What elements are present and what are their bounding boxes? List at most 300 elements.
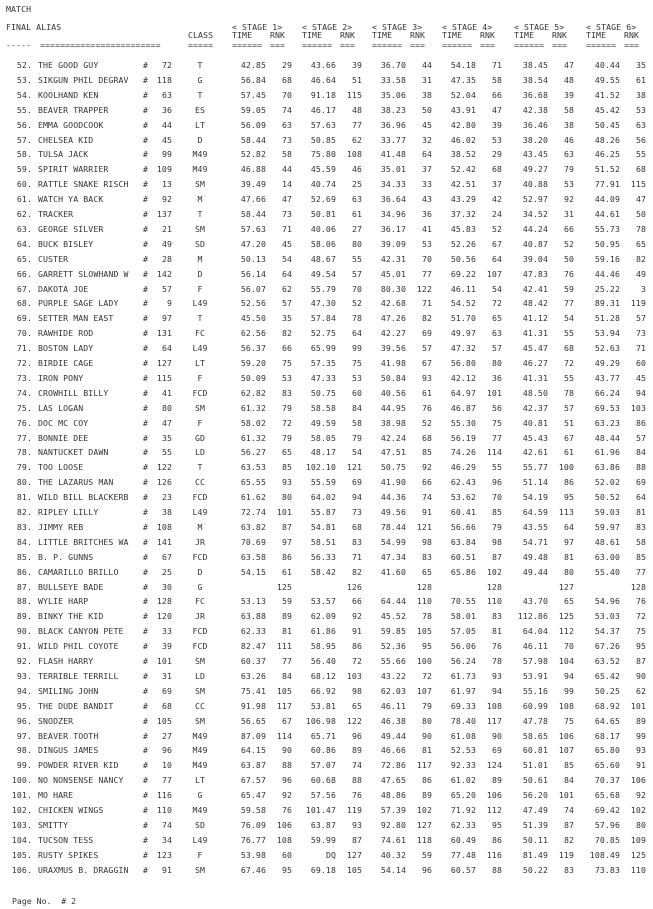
row-place: 90. [16,626,32,636]
stage-2-rank: 86 [351,641,362,651]
shooter-class: L49 [192,298,208,308]
stage-4-rank: 39 [491,120,502,130]
stage-6-rank: 89 [635,716,646,726]
stage-6-rank: 93 [635,745,646,755]
stage-6-rank: 71 [635,343,646,353]
hash-mark: # [143,105,149,115]
stage-2-time: 101.47 [305,805,336,815]
table-row [0,433,653,445]
match-label: MATCH [6,4,32,14]
stage-3-rank: 95 [421,641,432,651]
row-place: 106. [11,865,32,875]
stage-5-time: 43.45 [522,149,548,159]
stage-5-time: 60.99 [522,701,548,711]
shooter-alias: THE DUDE BANDIT [38,701,114,711]
shooter-class: LD [194,447,206,457]
stage-1-time: 58.44 [240,209,266,219]
stage-2-rank: 65 [351,701,362,711]
hash-mark: # [143,492,149,502]
stage-1-time: 47.66 [240,194,266,204]
table-row [0,164,653,176]
row-place: 67. [16,284,32,294]
stage-5-time: 53.91 [522,671,548,681]
separator-time: ====== [514,40,545,50]
stage-5-time: 47.49 [522,805,548,815]
stage-3-rank: 82 [421,313,432,323]
table-row [0,447,653,459]
shooter-number: 127 [156,358,172,368]
shooter-class: T [197,462,203,472]
stage-4-rank: 52 [491,224,502,234]
table-row [0,745,653,757]
shooter-number: 38 [161,507,172,517]
shooter-number: 122 [156,462,172,472]
stage-1-rank: 90 [281,745,292,755]
hash-mark: # [143,835,149,845]
stage-2-time: 58.06 [310,239,336,249]
stage-1-time: 63.58 [240,552,266,562]
stage-2-time: 53.81 [310,701,336,711]
stage-5-time: 45.47 [522,343,548,353]
stage-2-rank: 74 [351,760,362,770]
stage-3-time: 35.01 [380,164,406,174]
hash-mark: # [143,403,149,413]
stage-3-time: 78.44 [380,522,406,532]
stage-2-rank: 96 [351,731,362,741]
stage-6-rank: 49 [635,269,646,279]
table-row [0,373,653,385]
stage-4-rank: 53 [491,135,502,145]
stage-5-time: 55.16 [522,686,548,696]
shooter-number: 137 [156,209,172,219]
stage-3-rank: 105 [416,626,432,636]
shooter-alias: SPIRIT WARRIER [38,164,109,174]
stage-1-rank: 45 [281,239,292,249]
shooter-class: M [197,194,203,204]
stage-5-time: 50.22 [522,865,548,875]
rnk-header: RNK [410,30,426,40]
stage-6-time: 108.49 [589,850,620,860]
stage-4-time: 62.33 [450,820,476,830]
stage-2-time: 50.75 [310,388,336,398]
stage-2-rank: 25 [351,179,362,189]
stage-5-time: 54.71 [522,537,548,547]
stage-6-header: < STAGE 6> [586,22,637,32]
table-row [0,90,653,102]
shooter-alias: WYLIE HARP [38,596,89,606]
stage-5-time: 45.43 [522,433,548,443]
stage-6-rank: 68 [635,164,646,174]
shooter-class: CC [194,701,206,711]
stage-4-rank: 63 [491,328,502,338]
final-alias-header: FINAL ALIAS [6,22,62,32]
shooter-number: 123 [156,850,172,860]
stage-4-time: 61.73 [450,671,476,681]
stage-2-time: 58.95 [310,641,336,651]
stage-4-rank: 42 [491,194,502,204]
shooter-class: M [197,254,203,264]
hash-mark: # [143,611,149,621]
shooter-alias: BINKY THE KID [38,611,104,621]
stage-6-rank: 69 [635,477,646,487]
stage-5-time: 58.65 [522,731,548,741]
stage-2-time: 55.87 [310,507,336,517]
row-place: 75. [16,403,32,413]
stage-6-time: 40.44 [594,60,620,70]
stage-2-time: 48.17 [310,447,336,457]
shooter-class: FCD [192,641,208,651]
stage-3-time: 54.14 [380,865,406,875]
stage-2-time: 69.18 [310,865,336,875]
table-row [0,775,653,787]
row-place: 78. [16,447,32,457]
stage-2-time: 49.59 [310,418,336,428]
shooter-class: M49 [192,760,208,770]
stage-6-time: 51.28 [594,313,620,323]
shooter-alias: URAXMUS B. DRAGGIN [38,865,129,875]
table-row [0,135,653,147]
hash-mark: # [143,552,149,562]
table-row [0,716,653,728]
stage-3-rank: 70 [421,254,432,264]
shooter-alias: WATCH YA BACK [38,194,104,204]
stage-4-time: 52.04 [450,90,476,100]
shooter-number: 72 [161,60,172,70]
row-place: 99. [16,760,32,770]
stage-5-time: 40.87 [522,239,548,249]
shooter-class: LT [194,358,206,368]
stage-6-time: 70.85 [594,835,620,845]
shooter-class: JR [194,611,206,621]
stage-6-rank: 60 [635,358,646,368]
stage-1-time: 45.50 [240,313,266,323]
stage-6-rank: 78 [635,224,646,234]
hash-mark: # [143,164,149,174]
stage-5-time: 41.12 [522,313,548,323]
stage-6-rank: 64 [635,492,646,502]
stage-3-time: 41.60 [380,567,406,577]
stage-1-rank: 73 [281,135,292,145]
stage-3-rank: 96 [421,865,432,875]
table-row [0,835,653,847]
shooter-alias: BEAVER TOOTH [38,731,99,741]
stage-5-rank: 74 [563,805,574,815]
stage-4-rank: 36 [491,373,502,383]
stage-5-time: 60.81 [522,745,548,755]
stage-1-time: 52.82 [240,149,266,159]
row-place: 102. [11,805,32,815]
shooter-alias: DAKOTA JOE [38,284,89,294]
stage-3-rank: 64 [421,149,432,159]
shooter-number: 108 [156,522,172,532]
table-row [0,552,653,564]
stage-4-rank: 107 [486,269,502,279]
row-place: 65. [16,254,32,264]
shooter-number: 110 [156,805,172,815]
stage-4-time: 69.22 [450,269,476,279]
separator-rnk: === [480,40,496,50]
shooter-alias: MO HARE [38,790,74,800]
table-row [0,522,653,534]
stage-4-rank: 96 [491,477,502,487]
stage-5-time: 39.04 [522,254,548,264]
stage-3-header: < STAGE 3> [372,22,423,32]
stage-5-rank: 63 [563,149,574,159]
stage-5-rank: 65 [563,596,574,606]
stage-6-rank: 72 [635,611,646,621]
time-header: TIME [442,30,463,40]
table-row [0,850,653,862]
shooter-class: FC [194,328,206,338]
stage-5-time: 112.86 [517,611,548,621]
shooter-alias: CUSTER [38,254,69,264]
stage-3-time: 62.03 [380,686,406,696]
stage-3-time: 47.34 [380,552,406,562]
rnk-header: RNK [552,30,568,40]
stage-5-time: 34.52 [522,209,548,219]
shooter-class: LT [194,120,206,130]
stage-2-rank: 77 [351,120,362,130]
stage-5-rank: 68 [563,343,574,353]
stage-6-rank: 75 [635,626,646,636]
stage-1-time: 64.15 [240,745,266,755]
stage-5-rank: 112 [558,626,574,636]
stage-5-rank: 79 [563,164,574,174]
stage-6-time: 48.26 [594,135,620,145]
stage-2-time: DQ [325,850,336,860]
stage-3-rank: 57 [421,343,432,353]
stage-2-rank: 57 [351,269,362,279]
stage-5-time: 47.78 [522,716,548,726]
stage-1-rank: 54 [281,254,292,264]
stage-2-time: 43.66 [310,60,336,70]
stage-1-rank: 75 [281,358,292,368]
hash-mark: # [143,626,149,636]
stage-1-time: 61.32 [240,403,266,413]
shooter-class: T [197,209,203,219]
stage-3-rank: 85 [421,447,432,457]
stage-6-rank: 125 [630,850,646,860]
page-number: Page No. # 2 [12,896,77,906]
stage-6-rank: 56 [635,135,646,145]
stage-1-rank: 111 [276,641,292,651]
stage-1-rank: 114 [276,731,292,741]
shooter-number: 34 [161,835,172,845]
stage-4-time: 46.29 [450,462,476,472]
stage-3-time: 45.52 [380,611,406,621]
stage-2-rank: 92 [351,611,362,621]
stage-4-time: 56.06 [450,641,476,651]
stage-3-time: 74.61 [380,835,406,845]
stage-2-time: 55.59 [310,477,336,487]
stage-1-time: 70.69 [240,537,266,547]
shooter-alias: POWDER RIVER KID [38,760,119,770]
stage-5-time: 47.83 [522,269,548,279]
stage-4-rank: 66 [491,90,502,100]
stage-2-time: 58.51 [310,537,336,547]
stage-2-time: 61.86 [310,626,336,636]
shooter-class: T [197,313,203,323]
stage-4-time: 37.32 [450,209,476,219]
stage-6-rank: 53 [635,105,646,115]
stage-3-time: 42.68 [380,298,406,308]
stage-1-rank: 67 [281,716,292,726]
stage-4-time: 77.48 [450,850,476,860]
stage-3-time: 64.44 [380,596,406,606]
shooter-number: 63 [161,90,172,100]
stage-6-time: 63.52 [594,656,620,666]
stage-6-time: 50.52 [594,492,620,502]
shooter-number: 9 [166,298,172,308]
shooter-class: D [197,135,203,145]
stage-6-time: 51.52 [594,164,620,174]
hash-mark: # [143,760,149,770]
stage-3-time: 38.23 [380,105,406,115]
stage-4-rank: 58 [491,75,502,85]
stage-4-rank: 64 [491,254,502,264]
stage-1-time: 61.62 [240,492,266,502]
stage-5-rank: 72 [563,358,574,368]
stage-4-time: 74.26 [450,447,476,457]
shooter-alias: WILD BILL BLACKERB [38,492,129,502]
stage-3-time: 33.58 [380,75,406,85]
shooter-class: SM [194,179,206,189]
table-row [0,567,653,579]
stage-2-rank: 87 [351,835,362,845]
time-header: TIME [372,30,393,40]
row-place: 94. [16,686,32,696]
stage-4-rank: 29 [491,149,502,159]
stage-2-time: 50.85 [310,135,336,145]
stage-2-rank: 69 [351,477,362,487]
stage-1-rank: 93 [281,477,292,487]
table-row [0,298,653,310]
table-row [0,179,653,191]
row-place: 55. [16,105,32,115]
stage-1-time: 53.13 [240,596,266,606]
shooter-number: 27 [161,731,172,741]
stage-6-time: 54.96 [594,596,620,606]
stage-1-time: 56.07 [240,284,266,294]
shooter-class: LD [194,671,206,681]
stage-6-time: 53.94 [594,328,620,338]
stage-1-rank: 53 [281,373,292,383]
stage-4-time: 56.24 [450,656,476,666]
stage-4-rank: 71 [491,60,502,70]
shooter-number: 116 [156,790,172,800]
stage-5-time: 42.61 [522,447,548,457]
stage-2-header: < STAGE 2> [302,22,353,32]
shooter-number: 109 [156,164,172,174]
stage-6-time: 65.80 [594,745,620,755]
shooter-class: L49 [192,343,208,353]
stage-5-time: 42.41 [522,284,548,294]
shooter-class: M49 [192,805,208,815]
stage-3-time: 33.77 [380,135,406,145]
stage-4-time: 52.26 [450,239,476,249]
hash-mark: # [143,596,149,606]
stage-5-rank: 75 [563,716,574,726]
stage-6-rank: 91 [635,760,646,770]
stage-3-rank: 89 [421,790,432,800]
hash-mark: # [143,477,149,487]
stage-3-time: 49.56 [380,507,406,517]
stage-4-time: 69.33 [450,701,476,711]
stage-6-rank: 45 [635,373,646,383]
stage-2-rank: 127 [346,850,362,860]
shooter-alias: CHICKEN WINGS [38,805,104,815]
hash-mark: # [143,254,149,264]
stage-5-rank: 82 [563,835,574,845]
stage-6-rank: 109 [630,835,646,845]
stage-6-time: 65.60 [594,760,620,770]
stage-1-rank: 83 [281,388,292,398]
stage-5-time: 51.39 [522,820,548,830]
stage-1-rank: 59 [281,596,292,606]
stage-1-time: 50.13 [240,254,266,264]
stage-2-time: 46.17 [310,105,336,115]
hash-mark: # [143,75,149,85]
row-place: 73. [16,373,32,383]
stage-6-time: 59.03 [594,507,620,517]
stage-1-rank: 66 [281,343,292,353]
stage-2-rank: 115 [346,90,362,100]
stage-5-rank: 47 [563,60,574,70]
stage-4-time: 63.84 [450,537,476,547]
table-row [0,820,653,832]
stage-3-rank: 86 [421,775,432,785]
shooter-class: SD [194,820,206,830]
hash-mark: # [143,149,149,159]
stage-2-rank: 80 [351,239,362,249]
stage-1-rank: 80 [281,492,292,502]
shooter-class: M49 [192,745,208,755]
stage-3-rank: 100 [416,656,432,666]
stage-3-rank: 45 [421,120,432,130]
shooter-class: L49 [192,507,208,517]
stage-1-time: 56.09 [240,120,266,130]
stage-4-rank: 68 [491,164,502,174]
stage-4-rank: 128 [486,582,502,592]
stage-1-time: 72.74 [240,507,266,517]
stage-5-rank: 127 [558,582,574,592]
stage-4-time: 46.11 [450,284,476,294]
stage-2-rank: 78 [351,313,362,323]
stage-1-rank: 85 [281,462,292,472]
shooter-alias: EMMA GOODCOOK [38,120,104,130]
class-header: CLASS [188,30,214,40]
row-place: 58. [16,149,32,159]
stage-2-time: 55.79 [310,284,336,294]
stage-4-time: 54.52 [450,298,476,308]
stage-6-rank: 62 [635,686,646,696]
stage-6-time: 59.97 [594,522,620,532]
stage-4-time: 45.83 [450,224,476,234]
stage-3-rank: 90 [421,731,432,741]
shooter-class: GD [194,433,206,443]
stage-4-time: 60.57 [450,865,476,875]
stage-3-rank: 74 [421,492,432,502]
row-place: 71. [16,343,32,353]
stage-6-rank: 47 [635,194,646,204]
stage-3-time: 48.86 [380,790,406,800]
shooter-alias: DOC MC COY [38,418,89,428]
stage-4-time: 60.51 [450,552,476,562]
stage-4-rank: 24 [491,209,502,219]
stage-2-time: 54.81 [310,522,336,532]
table-row [0,641,653,653]
shooter-class: SM [194,224,206,234]
